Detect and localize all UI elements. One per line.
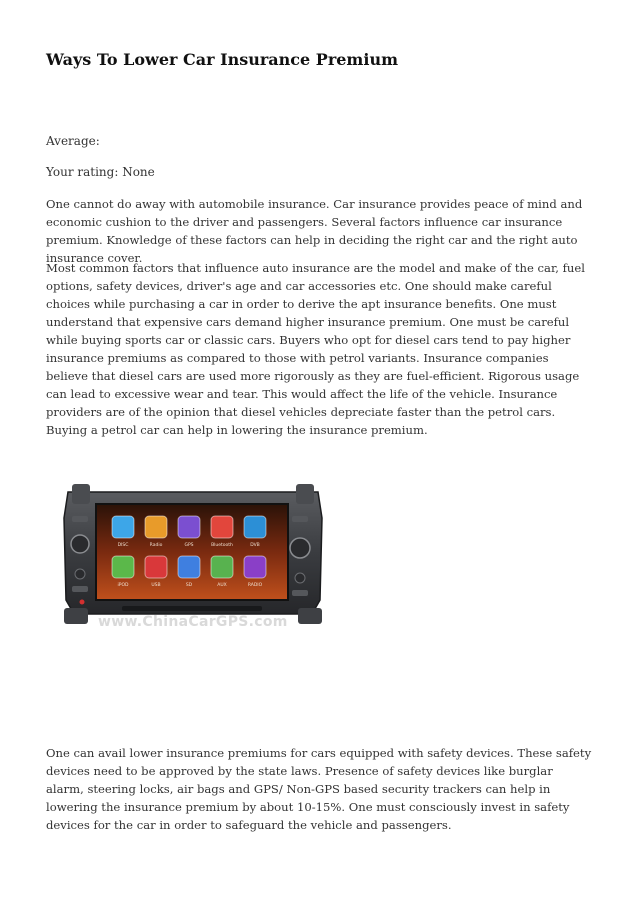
app-tile: [244, 556, 266, 578]
app-tile-label: iPOD: [117, 583, 129, 588]
app-tile: [112, 516, 134, 538]
app-tile: [211, 516, 233, 538]
document-title: Ways To Lower Car Insurance Premium: [46, 50, 398, 69]
user-rating-label: Your rating: None: [46, 165, 155, 179]
watermark-text: www.ChinaCarGPS.com: [98, 614, 288, 630]
paragraph-safety-devices: One can avail lower insurance premiums for cars equipped with safety devices. These safety devices need to be approved by the state laws. Presence of safety devices like burglar alarm, steering locks, air bags and GPS/ Non-GPS based security trackers can help in lowering the insurance premium by about 10-15%. One must consciously invest in safety devices for the car in order to safeguard the vehicle and passengers.: [46, 746, 592, 832]
app-tile-label: DVB: [250, 543, 260, 548]
app-tile-label: GPS: [184, 543, 194, 548]
app-tile-label: Bluetooth: [211, 543, 233, 548]
paragraph-factors: Most common factors that influence auto insurance are the model and make of the car, fuel options, safety devices, driver's age and car accessories etc. One should make careful choices while purchasing a car in order to derive the apt insurance benefits. One must understand that expensive cars demand higher insurance premium. One must be careful while buying sports car or classic cars. Buyers who opt for diesel cars tend to pay higher insurance premiums as compared to those with petrol variants. Insurance companies believe that diesel cars are used more rigorously as they are fuel-efficient. Rigorous usage can lead to excessive wear and tear. This would affect the life of the vehicle. Insurance providers are of the opinion that diesel vehicles depreciate faster than the petrol cars. Buying a petrol car can help in lowering the insurance premium.: [46, 261, 585, 437]
app-tile: [211, 556, 233, 578]
app-tile: [145, 556, 167, 578]
app-tile-label: SD: [185, 583, 193, 588]
paragraph-intro: One cannot do away with automobile insurance. Car insurance provides peace of mind and economic cushion to the driver and passengers. Several factors influence car insurance premium. Knowledge of these factors can help in deciding the right car and the right auto insurance cover.: [46, 197, 583, 265]
app-tile: [244, 516, 266, 538]
app-tile: [145, 516, 167, 538]
app-tile: [178, 516, 200, 538]
app-tile-label: DISC: [117, 543, 129, 548]
app-tile-label: USB: [151, 583, 161, 588]
average-rating-label: Average:: [46, 134, 100, 148]
app-tile: [112, 556, 134, 578]
app-tile-label: RADIO: [247, 583, 263, 588]
app-tile-label: AUX: [217, 583, 227, 588]
app-tile: [178, 556, 200, 578]
app-tile-label: Radio: [149, 543, 163, 548]
